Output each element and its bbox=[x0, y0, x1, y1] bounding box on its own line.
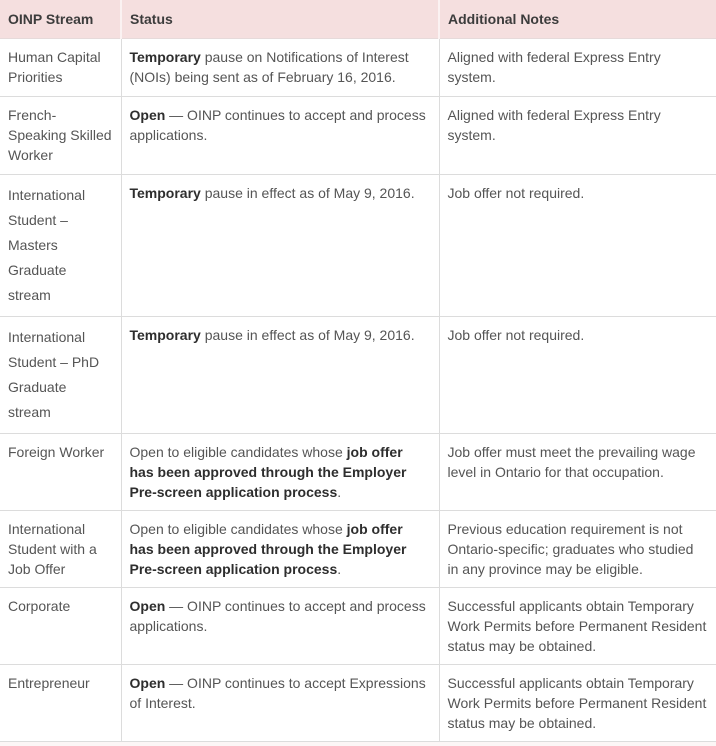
table-row bbox=[0, 511, 716, 588]
stream-cell: Corporate bbox=[0, 588, 121, 665]
stream-cell: French-Speaking Skilled Worker bbox=[0, 97, 121, 175]
notes-cell: Successful applicants obtain Temporary Work Permits before Permanent Resident status may be obtained. bbox=[439, 588, 716, 665]
status-text: — OINP continues to accept and process applications. bbox=[129, 107, 426, 143]
table-row bbox=[0, 97, 716, 175]
notes-cell: Job offer not required. bbox=[439, 175, 716, 317]
status-cell bbox=[121, 434, 439, 511]
notes-cell: Previous education requirement is not Ontario-specific; graduates who studied in any province may be eligible. bbox=[439, 511, 716, 588]
status-bold-text: Open bbox=[129, 598, 166, 614]
status-bold-text: Temporary bbox=[129, 49, 201, 65]
status-bold-text: job offer has been approved through the Employer Pre-screen application process bbox=[129, 521, 407, 577]
notes-cell: Successful applicants obtain Temporary Work Permits before Permanent Resident status may be obtained. bbox=[439, 665, 716, 742]
status-cell bbox=[121, 39, 439, 97]
status-cell bbox=[121, 317, 439, 434]
table-row bbox=[0, 588, 716, 665]
status-text: Open to eligible candidates whose bbox=[129, 521, 347, 537]
table-row bbox=[0, 39, 716, 97]
table-header-row bbox=[0, 0, 716, 39]
table-row bbox=[0, 434, 716, 511]
status-text: Open to eligible candidates whose bbox=[129, 444, 347, 460]
stream-cell: International Student – Masters Graduate stream bbox=[0, 175, 121, 317]
notes-cell: Aligned with federal Express Entry system. bbox=[439, 97, 716, 175]
status-bold-text: Open bbox=[129, 107, 166, 123]
page-bottom-strip bbox=[0, 742, 716, 746]
status-bold-text: job offer has been approved through the Employer Pre-screen application process bbox=[129, 444, 407, 500]
status-text: pause in effect as of May 9, 2016. bbox=[200, 185, 415, 201]
status-cell bbox=[121, 511, 439, 588]
stream-cell: Foreign Worker bbox=[0, 434, 121, 511]
status-cell bbox=[121, 97, 439, 175]
stream-cell: International Student – PhD Graduate stream bbox=[0, 317, 121, 434]
table-row bbox=[0, 175, 716, 317]
status-cell bbox=[121, 588, 439, 665]
status-text: pause in effect as of May 9, 2016. bbox=[200, 327, 415, 343]
status-text: . bbox=[337, 561, 342, 577]
column-header-stream: OINP Stream bbox=[0, 0, 121, 39]
table-row bbox=[0, 317, 716, 434]
table-body bbox=[0, 39, 716, 742]
status-bold-text: Temporary bbox=[129, 185, 201, 201]
status-cell bbox=[121, 175, 439, 317]
notes-cell: Aligned with federal Express Entry system. bbox=[439, 39, 716, 97]
status-text: — OINP continues to accept Expressions of Interest. bbox=[129, 675, 426, 711]
status-bold-text: Temporary bbox=[129, 327, 201, 343]
stream-cell: International Student with a Job Offer bbox=[0, 511, 121, 588]
status-text: . bbox=[337, 484, 342, 500]
notes-cell: Job offer must meet the prevailing wage level in Ontario for that occupation. bbox=[439, 434, 716, 511]
status-text: — OINP continues to accept and process applications. bbox=[129, 598, 426, 634]
status-text: pause on Notifications of Interest (NOIs) being sent as of February 16, 2016. bbox=[129, 49, 409, 85]
column-header-notes: Additional Notes bbox=[439, 0, 716, 39]
notes-cell: Job offer not required. bbox=[439, 317, 716, 434]
column-header-status: Status bbox=[121, 0, 439, 39]
stream-cell: Human Capital Priorities bbox=[0, 39, 121, 97]
stream-cell: Entrepreneur bbox=[0, 665, 121, 742]
table-row bbox=[0, 665, 716, 742]
status-cell bbox=[121, 665, 439, 742]
status-bold-text: Open bbox=[129, 675, 166, 691]
